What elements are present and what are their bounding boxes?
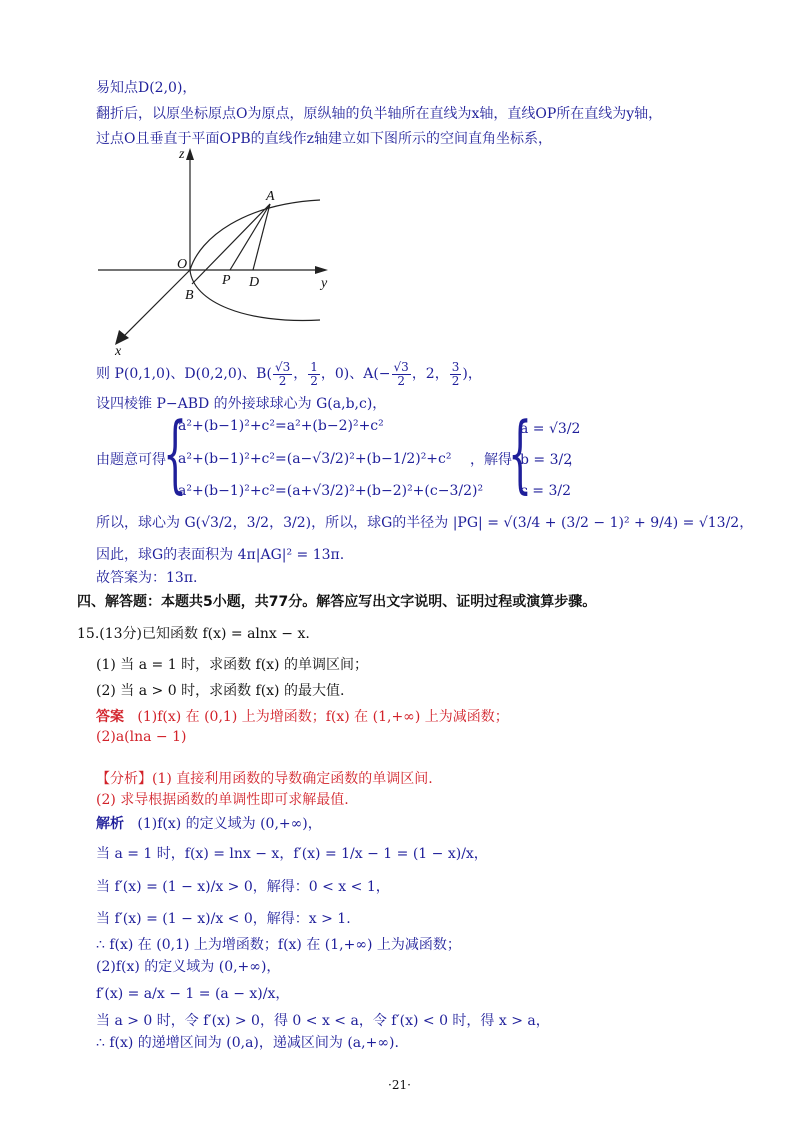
problem-stem: 15.(13分)已知函数 f(x) = alnx − x. <box>77 626 310 642</box>
label-p: P <box>222 273 231 288</box>
label-a: A <box>266 189 275 204</box>
solution-c: c = 3/2 <box>520 483 572 499</box>
upper-curve <box>190 200 320 270</box>
answer-13pi-line: 故答案为：13π. <box>96 570 198 586</box>
label-o: O <box>177 257 188 272</box>
solution-line-2: 当 a = 1 时，f(x) = lnx − x，f′(x) = 1/x − 1 = (1 − x)/x， <box>96 846 488 862</box>
solution-label: 解析 <box>96 816 124 832</box>
z-axis-arrow <box>186 148 194 160</box>
problem-q2: (2) 当 a > 0 时，求函数 f(x) 的最大值. <box>96 683 345 699</box>
answer-line-1: 答案 (1)f(x) 在 (0,1) 上为增函数；f(x) 在 (1,+∞) 上为减函数； <box>96 709 509 725</box>
answer-line-2: (2)a(lna − 1) <box>96 729 187 745</box>
label-b: B <box>185 288 194 303</box>
page-number: ·21· <box>388 1078 411 1092</box>
solution-line-5: ∴ f(x) 在 (0,1) 上为增函数；f(x) 在 (1,+∞) 上为减函数； <box>96 937 461 953</box>
segment-da <box>253 204 270 270</box>
text-line-fold: 翻折后，以原坐标原点O为原点，原纵轴的负半轴所在直线为x轴，直线OP所在直线为y轴， <box>96 106 663 122</box>
system-eq1: a²+(b−1)²+c²=a²+(b−2)²+c² <box>178 418 384 434</box>
coordinates-line: 则 P(0,1,0)、D(0,2,0)、B( $\frac{√3}{2}$ ， $\frac{1}{2}$ ，0)、A(− $\frac{√3}{2}$ ，2， $\frac{3}{2}$ )， <box>96 359 482 388</box>
solution-a: a = √3/2 <box>520 421 581 437</box>
label-y: y <box>321 276 328 291</box>
problem-q1: (1) 当 a = 1 时，求函数 f(x) 的单调区间； <box>96 657 368 673</box>
solution-line-4: 当 f′(x) = (1 − x)/x < 0，解得：x > 1. <box>96 911 351 927</box>
solution-b: b = 3/2 <box>520 452 573 468</box>
solution-line-7: f′(x) = a/x − 1 = (a − x)/x， <box>96 986 290 1002</box>
system-eq2: a²+(b−1)²+c²=(a−√3/2)²+(b−1/2)²+c² <box>178 451 452 467</box>
radius-line: 所以，球心为 G(√3/2，3/2，3/2)，所以，球G的半径为 |PG| = √(3/4 + (3/2 − 1)² + 9/4) = √13/2， <box>96 515 754 531</box>
text-line-point-d: 易知点D(2,0)， <box>96 80 197 96</box>
x-axis-arrow <box>115 330 129 345</box>
solution-line-1: 解析 (1)f(x) 的定义域为 (0,+∞)， <box>96 816 322 832</box>
section-header: 四、解答题：本题共5小题，共77分。解答应写出文字说明、证明过程或演算步骤。 <box>77 594 597 610</box>
analysis-line-2: (2) 求导根据函数的单调性即可求解最值. <box>96 792 349 808</box>
area-line: 因此，球G的表面积为 4π|AG|² = 13π. <box>96 547 345 563</box>
label-z: z <box>179 147 185 162</box>
analysis-line-1: 【分析】(1) 直接利用函数的导数确定函数的单调区间. <box>96 771 433 787</box>
solution-line-6: (2)f(x) 的定义域为 (0,+∞)， <box>96 959 281 975</box>
text-line-axis: 过点O且垂直于平面OPB的直线作z轴建立如下图所示的空间直角坐标系， <box>96 131 553 147</box>
system-left-brace: { <box>163 404 188 502</box>
x-axis-line <box>120 270 190 340</box>
solution-line-3: 当 f′(x) = (1 − x)/x > 0，解得：0 < x < 1， <box>96 879 390 895</box>
system-solve-text: ，解得 <box>470 452 512 468</box>
label-d: D <box>249 275 260 290</box>
system-eq3: a²+(b−1)²+c²=(a+√3/2)²+(b−2)²+(c−3/2)² <box>178 483 484 499</box>
system-tail: ， <box>568 452 582 468</box>
segment-ab <box>192 204 270 284</box>
solution-line-8: 当 a > 0 时，令 f′(x) > 0，得 0 < x < a，令 f′(x) < 0 时，得 x > a， <box>96 1013 550 1029</box>
sphere-center-line: 设四棱锥 P−ABD 的外接球球心为 G(a,b,c)， <box>96 396 387 412</box>
solution-line-9: ∴ f(x) 的递增区间为 (0,a)，递减区间为 (a,+∞). <box>96 1035 399 1051</box>
solution-brace: { <box>508 404 533 502</box>
label-x: x <box>115 344 122 357</box>
answer-label: 答案 <box>96 709 124 725</box>
coordinate-diagram <box>95 142 340 357</box>
system-lead: 由题意可得 <box>96 452 166 468</box>
y-axis-arrow <box>315 266 328 274</box>
